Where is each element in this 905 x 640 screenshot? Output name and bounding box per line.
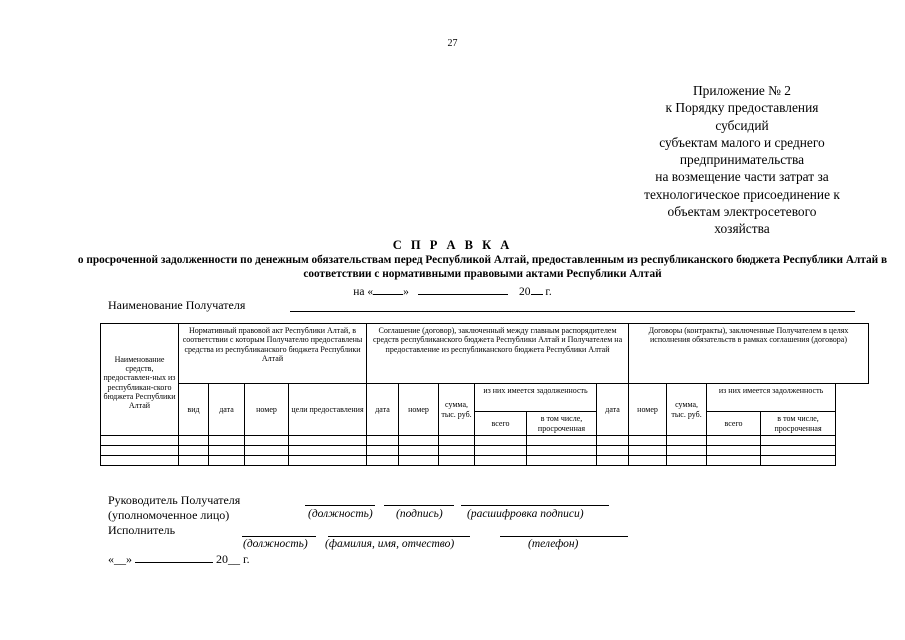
table-cell[interactable]	[367, 446, 399, 456]
table-cell[interactable]	[399, 456, 439, 466]
recipient-label: Наименование Получателя	[108, 298, 246, 312]
table-cell[interactable]	[667, 436, 707, 446]
date-prefix: на «	[353, 286, 374, 298]
appendix-line: Приложение № 2	[692, 83, 792, 98]
group-agreement: Соглашение (договор), заключенный между главным распорядителем средств республиканского бюджета Республики Алтай и Получателем на предоставление из республиканского бюджета Республики Алтай	[367, 324, 629, 384]
document-title: С П Р А В К А	[392, 238, 513, 252]
table-cell[interactable]	[179, 446, 209, 456]
col-npa-type: вид	[179, 384, 209, 436]
sign-date-month-field[interactable]	[135, 552, 213, 563]
table-cell[interactable]	[399, 436, 439, 446]
appendix-line: субъектам малого и среднего	[659, 134, 825, 150]
table-cell[interactable]	[289, 436, 367, 446]
report-date-line	[0, 284, 905, 298]
table-cell[interactable]	[399, 446, 439, 456]
year-prefix: 20	[519, 286, 531, 298]
table-cell[interactable]	[101, 446, 179, 456]
table-cell[interactable]	[289, 446, 367, 456]
table-cell[interactable]	[245, 436, 289, 446]
executor-phone-caption: (телефон)	[528, 538, 579, 550]
col-funds-name: Наименование средств, предоставлен-ных из республикан-ского бюджета Республики Алтай	[101, 324, 179, 436]
table-cell[interactable]	[439, 446, 475, 456]
col-contract-sum: сумма, тыс. руб.	[667, 384, 707, 436]
sign-date	[108, 552, 250, 567]
table-row	[101, 456, 869, 466]
table-cell[interactable]	[761, 446, 836, 456]
table-cell[interactable]	[475, 456, 527, 466]
appendix-line: технологическое присоединение к	[644, 186, 840, 202]
table-cell[interactable]	[245, 456, 289, 466]
table-cell[interactable]	[289, 456, 367, 466]
table-cell[interactable]	[629, 446, 667, 456]
col-contract-debt-total: всего	[707, 412, 761, 436]
table-cell[interactable]	[209, 436, 245, 446]
decoding-field[interactable]	[461, 505, 609, 506]
appendix-line: хозяйства	[714, 221, 770, 237]
decoding-caption: (расшифровка подписи)	[467, 508, 584, 520]
table-row	[101, 436, 869, 446]
signature-field[interactable]	[384, 505, 454, 506]
table-row	[101, 446, 869, 456]
col-contract-number: номер	[629, 384, 667, 436]
authorized-label: (уполномоченное лицо)	[108, 508, 230, 522]
page-number: 27	[447, 38, 458, 49]
table-cell[interactable]	[707, 436, 761, 446]
col-agreement-debt: из них имеется задолженность	[475, 384, 597, 412]
col-agreement-date: дата	[367, 384, 399, 436]
table-cell[interactable]	[629, 456, 667, 466]
table-cell[interactable]	[367, 456, 399, 466]
table-cell[interactable]	[101, 436, 179, 446]
executor-label: Исполнитель	[108, 523, 176, 537]
executor-fio-caption: (фамилия, имя, отчество)	[325, 538, 455, 550]
appendix-line: на возмещение части затрат за	[655, 169, 829, 185]
table-cell[interactable]	[761, 456, 836, 466]
table-cell[interactable]	[101, 456, 179, 466]
col-npa-date: дата	[209, 384, 245, 436]
position-caption: (должность)	[308, 508, 373, 520]
appendix-line: субсидий	[715, 117, 769, 133]
sign-date-day: «__»	[108, 552, 132, 566]
table-cell[interactable]	[629, 436, 667, 446]
group-contracts: Договоры (контракты), заключенные Получателем в целях исполнения обязательств в рамках соглашения (договора)	[629, 324, 869, 384]
col-agreement-debt-total: всего	[475, 412, 527, 436]
executor-fio-field[interactable]	[328, 536, 470, 537]
month-blank[interactable]	[418, 284, 508, 295]
table-cell[interactable]	[761, 436, 836, 446]
table-cell[interactable]	[667, 456, 707, 466]
table-cell[interactable]	[439, 436, 475, 446]
table-cell[interactable]	[707, 456, 761, 466]
recipient-field[interactable]	[290, 311, 855, 312]
table-cell[interactable]	[475, 446, 527, 456]
date-suffix: г.	[542, 286, 552, 298]
col-contract-debt: из них имеется задолженность	[707, 384, 836, 412]
table-cell[interactable]	[367, 436, 399, 446]
table-cell[interactable]	[667, 446, 707, 456]
executor-position-caption: (должность)	[243, 538, 308, 550]
table-cell[interactable]	[527, 446, 597, 456]
table-cell[interactable]	[597, 456, 629, 466]
appendix-line: объектам электросетевого	[667, 204, 817, 220]
table-cell[interactable]	[475, 436, 527, 446]
executor-position-field[interactable]	[242, 536, 316, 537]
year-blank[interactable]	[531, 284, 543, 295]
table-cell[interactable]	[179, 456, 209, 466]
col-agreement-sum: сумма, тыс. руб.	[439, 384, 475, 436]
table-cell[interactable]	[707, 446, 761, 456]
col-contract-date: дата	[597, 384, 629, 436]
table-cell[interactable]	[179, 436, 209, 446]
document-subtitle: о просроченной задолженности по денежным обязательствам перед Республикой Алтай, предоставленным из республиканского бюджета Республики Алтай в соответствии с нормативными правовыми актами Республики Алтай	[77, 254, 888, 280]
signature-caption: (подпись)	[396, 508, 443, 520]
day-blank[interactable]	[373, 284, 403, 295]
position-field[interactable]	[305, 505, 375, 506]
col-npa-number: номер	[245, 384, 289, 436]
executor-phone-field[interactable]	[500, 536, 628, 537]
sign-date-year: 20__ г.	[216, 552, 250, 566]
head-label: Руководитель Получателя	[108, 493, 241, 507]
table-cell[interactable]	[439, 456, 475, 466]
appendix-line: к Порядку предоставления	[665, 100, 819, 116]
appendix-header	[600, 82, 884, 238]
table-cell[interactable]	[527, 456, 597, 466]
group-npa: Нормативный правовой акт Республики Алтай, в соответствии с которым Получателю предоставлены средства из республиканского бюджета Республики Алтай	[179, 324, 367, 384]
appendix-line: предпринимательства	[679, 152, 805, 168]
table-cell[interactable]	[527, 436, 597, 446]
table-cell[interactable]	[597, 436, 629, 446]
table-cell[interactable]	[209, 456, 245, 466]
col-agreement-debt-overdue: в том числе, просроченная	[527, 412, 597, 436]
col-agreement-number: номер	[399, 384, 439, 436]
table-cell[interactable]	[209, 446, 245, 456]
table-cell[interactable]	[245, 446, 289, 456]
date-close-quote: »	[403, 286, 409, 298]
table-cell[interactable]	[597, 446, 629, 456]
col-npa-purpose: цели предоставления	[289, 384, 367, 436]
debt-table	[100, 323, 869, 466]
col-contract-debt-overdue: в том числе, просроченная	[761, 412, 836, 436]
